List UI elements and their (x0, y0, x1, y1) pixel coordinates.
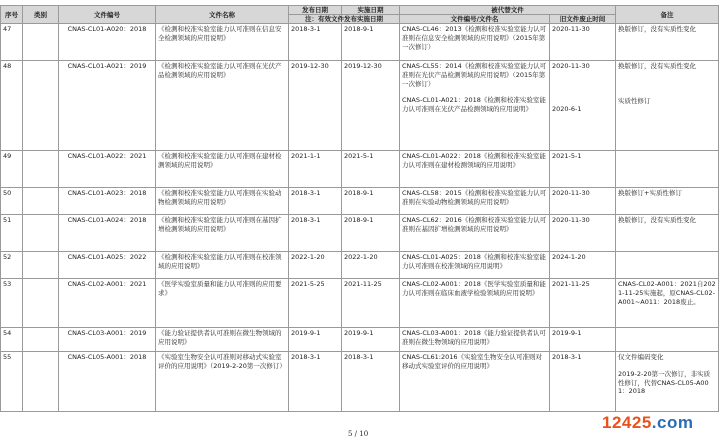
row-seq: 54 (1, 328, 23, 352)
row-seq: 55 (1, 352, 23, 412)
header-doc-no: 文件编号 (59, 6, 156, 24)
table-row (1, 215, 719, 252)
row-publish-date: 2019-9-1 (289, 328, 342, 352)
row-doc-name: 《能力验证提供者认可准则在微生物领域的应用说明》 (156, 328, 289, 352)
row-doc-name: 《检测和校准实验室能力认可准则在信息安全检测领域的应用说明》 (156, 24, 289, 61)
row-effective-date: 2019-12-30 (342, 61, 400, 151)
row-doc-name: 《检测和校准实验室能力认可准则在校准领域的应用说明》 (156, 252, 289, 279)
row-doc-no: CNAS-CL03-A001：2019 (59, 328, 156, 352)
row-publish-date: 2018-3-1 (289, 24, 342, 61)
row-category (23, 24, 59, 61)
header-effective-date: 实施日期 (342, 6, 400, 15)
row-expiry (550, 215, 616, 252)
replaced-entry: CNAS-CL01-A022：2018《检测和校准实验室能力认可准则在建材检测领域的应用说明》 (402, 152, 546, 169)
row-category (23, 328, 59, 352)
replaced-entry: CNAS-CL02-A001：2018《医学实验室质量和能力认可准则在临床血液学检验领域的应用说明》 (402, 280, 546, 297)
row-doc-no: CNAS-CL02-A001：2021 (59, 279, 156, 328)
row-effective-date: 2018-3-1 (342, 352, 400, 412)
table-row (1, 328, 719, 352)
row-effective-date: 2022-1-20 (342, 252, 400, 279)
row-expiry (550, 188, 616, 215)
row-effective-date: 2021-5-1 (342, 151, 400, 188)
row-publish-date: 2021-5-25 (289, 279, 342, 328)
row-expiry (550, 328, 616, 352)
row-category (23, 61, 59, 151)
row-remarks (616, 188, 719, 215)
row-seq: 48 (1, 61, 23, 151)
table-row (1, 188, 719, 215)
row-effective-date: 2018-9-1 (342, 188, 400, 215)
row-effective-date: 2019-9-1 (342, 328, 400, 352)
row-doc-name: 《实验室生物安全认可准则对移动式实验室评价的应用说明》（2019-2-20第一次修订） (156, 352, 289, 412)
row-doc-name: 《医学实验室质量和能力认可准则的应用要求》 (156, 279, 289, 328)
row-doc-name: 《检测和校准实验室能力认可准则在建材检测领域的应用说明》 (156, 151, 289, 188)
row-category (23, 352, 59, 412)
row-seq: 52 (1, 252, 23, 279)
row-category (23, 151, 59, 188)
row-publish-date: 2022-1-20 (289, 252, 342, 279)
expiry-entry: 2021-11-25 (552, 280, 590, 288)
row-replaced (400, 279, 550, 328)
header-doc-name: 文件名称 (156, 6, 289, 24)
replaced-entry: CNAS-CL46：2013《检测和校准实验室能力认可准则在信息安全检测领域的应用说明》（2015年第一次修订） (402, 25, 547, 51)
expiry-entry: 2020-6-1 (552, 104, 582, 113)
remark-entry: 换版修订+实质性修订 (618, 189, 682, 197)
row-doc-no: CNAS-CL05-A001：2018 (59, 352, 156, 412)
row-category (23, 279, 59, 328)
expiry-entry: 2020-11-30 (552, 216, 590, 224)
document-table (0, 5, 719, 412)
watermark-part1: 12425 (602, 413, 652, 432)
row-remarks (616, 352, 719, 412)
row-doc-name: 《检测和校准实验室能力认可准则在实验动物检测领域的应用说明》 (156, 188, 289, 215)
row-effective-date: 2018-9-1 (342, 24, 400, 61)
row-seq: 49 (1, 151, 23, 188)
row-replaced (400, 24, 550, 61)
row-remarks (616, 328, 719, 352)
row-remarks (616, 24, 719, 61)
row-expiry (550, 61, 616, 151)
row-seq: 51 (1, 215, 23, 252)
row-expiry (550, 352, 616, 412)
replaced-entry: CNAS-CL03-A001：2018《能力验证提供者认可准则在微生物领域的应用说明》 (402, 329, 546, 346)
row-seq: 50 (1, 188, 23, 215)
row-replaced (400, 215, 550, 252)
expiry-entry: 2021-5-1 (552, 152, 582, 160)
row-publish-date: 2019-12-30 (289, 61, 342, 151)
row-replaced (400, 188, 550, 215)
remark-entry: 换版修订，没有实质性变化 (618, 62, 696, 70)
row-publish-date: 2018-3-1 (289, 352, 342, 412)
row-category (23, 252, 59, 279)
row-doc-no: CNAS-CL01-A022：2021 (59, 151, 156, 188)
row-publish-date: 2018-3-1 (289, 215, 342, 252)
remark-entry: 实质性修订 (618, 96, 651, 105)
row-expiry (550, 279, 616, 328)
replaced-entry: CNAS-CL61:2016《实验室生物安全认可准则对移动式实验室评价的应用说明》 (402, 353, 542, 370)
remark-entry: CNAS-CL02-A001：2021自2021-11-25实施起，原CNAS-CL02-A001~A011：2018废止。 (618, 280, 716, 306)
row-doc-no: CNAS-CL01-A023：2018 (59, 188, 156, 215)
replaced-entry: CNAS-CL58：2015《检测和校准实验室能力认可准则在实验动物检测领域的应用说明》 (402, 189, 547, 206)
row-effective-date: 2018-9-1 (342, 215, 400, 252)
table-row (1, 151, 719, 188)
table-row (1, 24, 719, 61)
row-doc-no: CNAS-CL01-A024：2018 (59, 215, 156, 252)
table-row (1, 252, 719, 279)
row-remarks (616, 61, 719, 151)
row-publish-date: 2018-3-1 (289, 188, 342, 215)
remark-entry: 换版修订，没有实质性变化 (618, 216, 696, 224)
expiry-entry: 2020-11-30 (552, 189, 590, 197)
table-row (1, 279, 719, 328)
remark-entry: 仅文件编码变化 (618, 353, 664, 361)
row-replaced (400, 252, 550, 279)
row-seq: 47 (1, 24, 23, 61)
replaced-entry: CNAS-CL62：2016《检测和校准实验室能力认可准则在基因扩增检测领域的应用说明》 (402, 216, 547, 233)
watermark-logo (602, 413, 712, 432)
row-doc-name: 《检测和校准实验室能力认可准则在基因扩增检测领域的应用说明》 (156, 215, 289, 252)
row-expiry (550, 24, 616, 61)
row-doc-no: CNAS-CL01-A025：2022 (59, 252, 156, 279)
replaced-entry: CNAS-CL01-A021：2018《检测和校准实验室能力认可准则在光伏产品检测领域的应用说明》 (402, 96, 546, 114)
row-category (23, 188, 59, 215)
header-category: 类别 (23, 6, 59, 24)
row-remarks (616, 279, 719, 328)
row-replaced (400, 61, 550, 151)
expiry-entry: 2020-11-30 (552, 62, 590, 70)
row-doc-no: CNAS-CL01-A021：2019 (59, 61, 156, 151)
row-category (23, 215, 59, 252)
row-replaced (400, 151, 550, 188)
remark-entry: 2019-2-20第一次修订，非实质性修订，代替CNAS-CL05-A001：2018 (618, 369, 711, 396)
row-remarks (616, 252, 719, 279)
expiry-entry: 2018-3-1 (552, 353, 582, 361)
row-seq: 53 (1, 279, 23, 328)
header-publish-date: 发布日期 (289, 6, 342, 15)
expiry-entry: 2024-1-20 (552, 253, 586, 261)
replaced-entry: CNAS-CL55：2014《检测和校准实验室能力认可准则在光伏产品检测领域的应用说明》（2015年第一次修订） (402, 62, 547, 88)
row-doc-no: CNAS-CL01-A020：2018 (59, 24, 156, 61)
remark-entry: 换版修订，没有实质性变化 (618, 25, 696, 33)
header-replaced-no-name: 文件编号/文件名 (400, 15, 550, 24)
row-effective-date: 2021-11-25 (342, 279, 400, 328)
expiry-entry: 2020-11-30 (552, 25, 590, 33)
header-replaced: 被代替文件 (400, 6, 616, 15)
row-publish-date: 2021-1-1 (289, 151, 342, 188)
row-replaced (400, 352, 550, 412)
header-note-dates: 注：有效文件发布实施日期 (289, 15, 400, 24)
row-replaced (400, 328, 550, 352)
row-expiry (550, 151, 616, 188)
replaced-entry: CNAS-CL01-A025：2018《检测和校准实验室能力认可准则在校准领域的应用说明》 (402, 253, 546, 270)
header-old-expiry: 旧文件废止时间 (550, 15, 616, 24)
header-remarks: 备注 (616, 6, 719, 24)
expiry-entry: 2019-9-1 (552, 329, 582, 337)
header-seq: 序号 (1, 6, 23, 24)
row-remarks (616, 151, 719, 188)
row-remarks (616, 215, 719, 252)
row-expiry (550, 252, 616, 279)
table-row (1, 352, 719, 412)
row-doc-name: 《检测和校准实验室能力认可准则在光伏产品检测领域的应用说明》 (156, 61, 289, 151)
watermark-part2: .com (651, 413, 694, 432)
page-number: 5 / 10 (348, 430, 369, 438)
table-row (1, 61, 719, 151)
